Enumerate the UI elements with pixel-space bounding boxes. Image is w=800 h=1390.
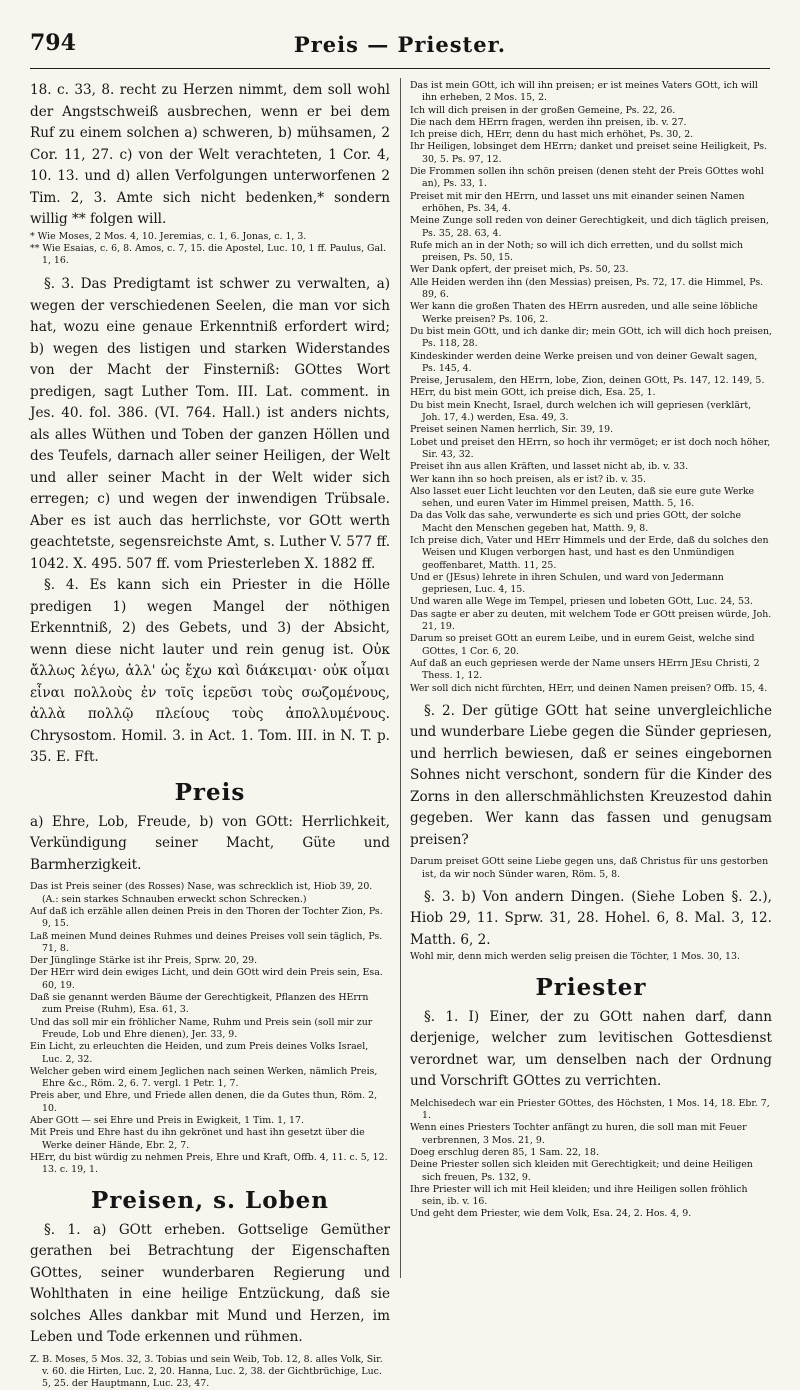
- column-divider: [400, 78, 401, 1278]
- reference: Lobet und preiset den HErrn, so hoch ihr vermöget; er ist doch noch höher, Sir. 43, 32.: [410, 436, 771, 460]
- reference: Ich preise dich, Vater und HErr Himmels und der Erde, daß du solches den Weisen und Klugen verborgen hast, und hast es den Unmündigen geoffenbaret, Matth. 11, 25.: [410, 534, 769, 571]
- left-column: [30, 80, 391, 1390]
- reference: Darum preiset GOtt seine Liebe gegen uns, daß Christus für uns gestorben ist, da wir noch Sünder waren, Röm. 5, 8.: [410, 856, 769, 880]
- header-rule: [30, 68, 770, 69]
- reference: Der HErr wird dein ewiges Licht, und dein GOtt wird dein Preis sein, Esa. 60, 19.: [30, 967, 383, 991]
- reference: Auf daß an euch gepriesen werde der Name unsers HErrn JEsu Christi, 2 Thess. 1, 12.: [410, 657, 760, 682]
- right-column: [410, 80, 772, 1280]
- reference: Wohl mir, denn mich werden selig preisen die Töchter, 1 Mos. 30, 13.: [410, 951, 740, 963]
- running-title: Preis — Priester.: [293, 32, 507, 57]
- paragraph: §. 3. Das Predigtamt ist schwer zu verwalten, a) wegen der verschiedenen Seelen, die man vor sich hat, wozu eine genaue Erkenntniß erfordert wird; b) wegen des listigen und starken Widerstandes von der Macht der Finsterniß: GOttes Wort predigen, sagt Luther Tom. III. Lat. comment. in Jes. 40. fol. 386. (VI. 764. Hall.) ist anders nichts, als alles Wüthen und Toben der ganzen Höllen und des Teufels, darnach aller seiner Heiligen, der Welt und aller seiner Macht in der Welt wider sich erregen; c) und wegen der inwendigen Trübsale. Aber es ist auch das herrlichste, vor GOtt werth geachtetste, segensreichste Amt, s. Luther V. 577 ff. 1042. X. 495. 507 ff. vom Priesterleben X. 1882 ff.: [30, 276, 391, 572]
- paragraph: §. 4. Es kann sich ein Priester in die Hölle predigen 1) wegen Mangel der nöthigen Erkenntniß, 2) des Gebets, und 3) der Absicht, wenn diese nicht lauter und rein genug ist. Οὐκ ἄλλως λέγω, ἀλλ' ὡς ἔχω καὶ διάκειμαι· οὐκ οἶμαι εἶναι πολλοὺς ἐν τοῖς ἱερεῦσι τοὺς σωζομένους, ἀλλὰ πολλῷ πλείους τοὺς ἀπολλυμένους. Chrysostom. Homil. 3. in Act. 1. Tom. III. in N. T. p. 35. E. Fft.: [30, 577, 390, 766]
- reference: Du bist mein Knecht, Israel, durch welchen ich will gepriesen (verklärt, Joh. 17, 4.) werden, Esa. 49, 3.: [410, 399, 752, 424]
- reference: Kindeskinder werden deine Werke preisen und von deiner Gewalt sagen, Ps. 145, 4.: [410, 350, 758, 374]
- reference: Und das soll mir ein fröhlicher Name, Ruhm und Preis sein (soll mir zur Freude, Lob und Ehre dienen), Jer. 33, 9.: [30, 1016, 373, 1040]
- reference: Und waren alle Wege im Tempel, priesen und lobeten GOtt, Luc. 24, 53.: [410, 596, 753, 608]
- reference-list: [30, 881, 390, 1176]
- reference: Das ist Preis seiner (des Rosses) Nase, was schrecklich ist, Hiob 39, 20. (A.: sein starkes Schnauben erweckt schon Schrecken.): [30, 881, 373, 905]
- reference: Laß meinen Mund deines Ruhmes und deines Preises voll sein täglich, Ps. 71, 8.: [30, 930, 383, 954]
- page-header: [30, 30, 770, 70]
- reference: HErr, du bist mein GOtt, ich preise dich, Esa. 25, 1.: [410, 387, 656, 399]
- reference: Preiset ihn aus allen Kräften, und lasset nicht ab, ib. v. 33.: [410, 461, 689, 473]
- reference: Preiset seinen Namen herrlich, Sir. 39, 19.: [410, 424, 614, 436]
- reference: Ich preise dich, HErr, denn du hast mich erhöhet, Ps. 30, 2.: [410, 129, 694, 141]
- reference: Deine Priester sollen sich kleiden mit Gerechtigkeit; und deine Heiligen sich freuen, Ps. 132, 9.: [410, 1159, 753, 1183]
- reference: Wer Dank opfert, der preiset mich, Ps. 50, 23.: [410, 264, 629, 276]
- reference: Melchisedech war ein Priester GOttes, des Höchsten, 1 Mos. 14, 18. Ebr. 7, 1.: [410, 1097, 770, 1122]
- reference: Doeg erschlug deren 85, 1 Sam. 22, 18.: [410, 1146, 599, 1158]
- reference: Daß sie genannt werden Bäume der Gerechtigkeit, Pflanzen des HErrn zum Preise (Ruhm), Esa. 61, 3.: [30, 992, 369, 1016]
- reference: Und er (JEsus) lehrete in ihren Schulen, und ward von Jedermann gepriesen, Luc. 4, 15.: [410, 571, 724, 596]
- reference-list: [410, 1098, 772, 1221]
- reference: Also lasset euer Licht leuchten vor den Leuten, daß sie eure gute Werke sehen, und euren Vater im Himmel preisen, Matth. 5, 16.: [410, 485, 755, 510]
- paragraph: §. 1. a) GOtt erheben. Gottselige Gemüther gerathen bei Betrachtung der Eigenschaften GOttes, seiner wunderbaren Regierung und Wohlthaten in eine heilige Entzückung, daß sie solches Alles dankbar mit Mund und Herzen, im Leben und Tode erkennen und rühmen.: [30, 1221, 390, 1346]
- reference: Das sagte er aber zu deuten, mit welchem Tode er GOtt preisen würde, Joh. 21, 19.: [410, 608, 772, 633]
- paragraph: 18. c. 33, 8. recht zu Herzen nimmt, dem soll wohl der Angstschweiß ausbrechen, wenn er bei dem Ruf zu einem solchen a) schweren, b) mühsamen, 2 Cor. 11, 27. c) von der Welt verachteten, 1 Cor. 4, 10. 13. und d) allen Verfolgungen unterworfenen 2 Tim. 2, 3. Amte sich nicht bedenken,* sondern willig ** folgen will.: [30, 82, 390, 227]
- reference: Meine Zunge soll reden von deiner Gerechtigkeit, und dich täglich preisen, Ps. 35, 28. 63, 4.: [410, 215, 769, 239]
- reference: Das ist mein GOtt, ich will ihn preisen; er ist meines Vaters GOtt, ich will ihn erheben, 2 Mos. 15, 2.: [410, 80, 758, 104]
- entry-heading: Preisen, s. Loben: [90, 1186, 329, 1214]
- reference: Welcher geben wird einem Jeglichen nach seinen Werken, nämlich Preis, Ehre &c., Röm. 2, 6. 7. vergl. 1 Petr. 1, 7.: [30, 1065, 378, 1090]
- reference: Da das Volk das sahe, verwunderte es sich und pries GOtt, der solche Macht den Menschen gegeben hat, Matth. 9, 8.: [410, 510, 742, 534]
- reference: Preise, Jerusalem, den HErrn, lobe, Zion, deinen GOtt, Ps. 147, 12. 149, 5.: [410, 375, 765, 387]
- reference: Preiset mit mir den HErrn, und lasset uns mit einander seinen Namen erhöhen, Ps. 34, 4.: [410, 190, 745, 214]
- page-number: 794: [30, 30, 76, 56]
- reference: Du bist mein GOtt, und ich danke dir; mein GOtt, ich will dich hoch preisen, Ps. 118, 28.: [410, 325, 773, 350]
- reference: Rufe mich an in der Noth; so will ich dich erretten, und du sollst mich preisen, Ps. 50, 15.: [410, 239, 744, 264]
- reference: Die nach dem HErrn fragen, werden ihn preisen, ib. v. 27.: [410, 116, 687, 128]
- reference: Wer kann die großen Thaten des HErrn ausreden, und alle seine löbliche Werke preisen? Ps. 106, 2.: [410, 301, 758, 325]
- reference: Aber GOtt — sei Ehre und Preis in Ewigkeit, 1 Tim. 1, 17.: [30, 1115, 304, 1127]
- reference: Ein Licht, zu erleuchten die Heiden, und zum Preis deines Volks Israel, Luc. 2, 32.: [30, 1041, 369, 1065]
- reference: Wer soll dich nicht fürchten, HErr, und deinen Namen preisen? Offb. 15, 4.: [410, 682, 768, 694]
- reference: Wenn eines Priesters Tochter anfängt zu huren, die soll man mit Feuer verbrennen, 3 Mos. 21, 9.: [410, 1122, 747, 1146]
- reference: Der Jünglinge Stärke ist ihr Preis, Sprw. 20, 29.: [30, 955, 258, 967]
- footnote: * Wie Moses, 2 Mos. 4, 10. Jeremias, c. 1, 6. Jonas, c. 1, 3.: [30, 230, 307, 242]
- definition: a) Ehre, Lob, Freude, b) von GOtt: Herrlichkeit, Verkündigung seiner Macht, Güte und Barmherzigkeit.: [30, 813, 390, 873]
- reference: Ich will dich preisen in der großen Gemeine, Ps. 22, 26.: [410, 104, 676, 116]
- reference: Alle Heiden werden ihn (den Messias) preisen, Ps. 72, 17. die Himmel, Ps. 89, 6.: [410, 276, 764, 301]
- entry-heading: Priester: [535, 973, 647, 1001]
- footnote: ** Wie Esaias, c. 6, 8. Amos, c. 7, 15. die Apostel, Luc. 10, 1 ff. Paulus, Gal. 1, 16.: [30, 242, 387, 267]
- reference-list: [410, 80, 772, 695]
- reference: HErr, du bist würdig zu nehmen Preis, Ehre und Kraft, Offb. 4, 11. c. 5, 12. 13. c. 19, 1.: [30, 1151, 388, 1176]
- reference: Die Frommen sollen ihn schön preisen (denen steht der Preis GOttes wohl an), Ps. 33, 1.: [410, 166, 764, 190]
- paragraph: §. 2. Der gütige GOtt hat seine unvergleichliche und wunderbare Liebe gegen die Sünder gepriesen, und herrlich bewiesen, daß er seines eingebornen Sohnes nicht verschont, sondern für die Kinder des Zorns in den allerschmählichsten Kreuzestod dahin gegeben. Wer kann das fassen und genugsam preisen?: [410, 702, 772, 848]
- paragraph: §. 1. I) Einer, der zu GOtt nahen darf, dann derjenige, welcher zum levitischen Gottesdienst verordnet war, um denselben nach der Ordnung und Vorschrift GOttes zu verrichten.: [410, 1008, 772, 1090]
- reference: Wer kann ihn so hoch preisen, als er ist? ib. v. 35.: [410, 473, 647, 485]
- entry-heading: Preis: [174, 778, 246, 806]
- reference: Darum so preiset GOtt an eurem Leibe, und in eurem Geist, welche sind GOttes, 1 Cor. 6, 20.: [410, 633, 755, 657]
- paragraph: §. 3. b) Von andern Dingen. (Siehe Loben §. 2.), Hiob 29, 11. Sprw. 31, 28. Hohel. 6, 8. Mal. 3, 12. Matth. 6, 2.: [410, 888, 772, 948]
- reference: Preis aber, und Ehre, und Friede allen denen, die da Gutes thun, Röm. 2, 10.: [30, 1090, 378, 1114]
- reference: Z. B. Moses, 5 Mos. 32, 3. Tobias und sein Weib, Tob. 12, 8. alles Volk, Sir. v. 60. die Hirten, Luc. 2, 20. Hanna, Luc. 2, 38. der Gichtbrüchige, Luc. 5, 25. der Hauptmann, Luc. 23, 47.: [30, 1353, 383, 1390]
- reference: Und geht dem Priester, wie dem Volk, Esa. 24, 2. Hos. 4, 9.: [410, 1208, 692, 1220]
- reference: Mit Preis und Ehre hast du ihn gekrönet und hast ihn gesetzt über die Werke deiner Hände, Ebr. 2, 7.: [30, 1127, 365, 1151]
- reference: Ihre Priester will ich mit Heil kleiden; und ihre Heiligen sollen fröhlich sein, ib. v. 16.: [410, 1183, 748, 1208]
- reference: Ihr Heiligen, lobsinget dem HErrn; danket und preiset seine Heiligkeit, Ps. 30, 5. Ps. 97, 12.: [410, 141, 768, 165]
- reference: Auf daß ich erzähle allen deinen Preis in den Thoren der Tochter Zion, Ps. 9, 15.: [30, 905, 383, 930]
